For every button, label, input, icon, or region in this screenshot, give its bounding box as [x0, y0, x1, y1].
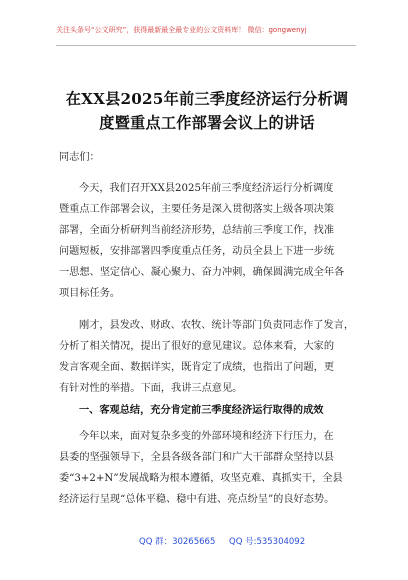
paragraph-line: 今年以来，面对复杂多变的外部环境和经济下行压力，在 — [79, 431, 334, 442]
paragraph-line: 暨重点工作部署会议，主要任务是深入贯彻落实上级各项决策 — [59, 204, 335, 215]
paragraph-line: 经济运行呈现“总体平稳、稳中有进、亮点纷呈”的良好态势。 — [59, 494, 335, 505]
header-promo-text: 关注头条号“公文研究”，获得最新最全最专业的公文资料库！ 微信：gongwenyj — [56, 26, 307, 34]
document-title-line-1: 在XX县2025年前三季度经济运行分析调 — [65, 90, 349, 108]
paragraph-opening — [59, 178, 355, 304]
footer-qq-group: QQ 群：30265665 — [139, 537, 216, 547]
paragraph-line: 今天，我们召开XX县2025年前三季度经济运行分析调度 — [79, 183, 334, 194]
paragraph-line: 部署，全面分析研判当前经济形势，总结前三季度工作，找准 — [59, 225, 335, 236]
paragraph-line: 县委的坚强领导下，全县各级各部门和广大干部群众坚持以县 — [59, 452, 335, 463]
paragraph-line: 发言客观全面、数据详实，既肯定了成绩，也指出了问题，更 — [59, 362, 335, 373]
page-footer — [0, 535, 408, 549]
paragraph-line: 委“3+2+N”发展战略为根本遵循，攻坚克难、真抓实干，全县 — [59, 473, 343, 484]
paragraph-line: 有针对性的举措。下面，我讲三点意见。 — [59, 383, 243, 394]
paragraph-line: 一思想、坚定信心、凝心聚力、奋力冲刺，确保圆满完成全年各 — [59, 267, 345, 278]
salutation: 同志们： — [59, 152, 100, 163]
paragraph-line: 项目标任务。 — [59, 288, 121, 299]
footer-qq-number: QQ 号:535304092 — [229, 537, 306, 547]
document-title-line-2: 度暨重点工作部署会议上的讲话 — [99, 114, 315, 132]
paragraph-summary — [59, 426, 355, 510]
paragraph-line: 刚才，县发改、财政、农牧、统计等部门负责同志作了发言， — [79, 320, 355, 331]
section-heading-1: 一、客观总结，充分肯定前三季度经济运行取得的成效 — [79, 404, 324, 416]
paragraph-review — [59, 315, 355, 399]
header-divider — [56, 45, 356, 46]
paragraph-line: 分析了相关情况，提出了很好的意见建议。总体来看，大家的 — [59, 341, 335, 352]
paragraph-line: 问题短板，安排部署四季度重点任务，动员全县上下进一步统 — [59, 246, 335, 257]
document-title — [48, 87, 366, 135]
